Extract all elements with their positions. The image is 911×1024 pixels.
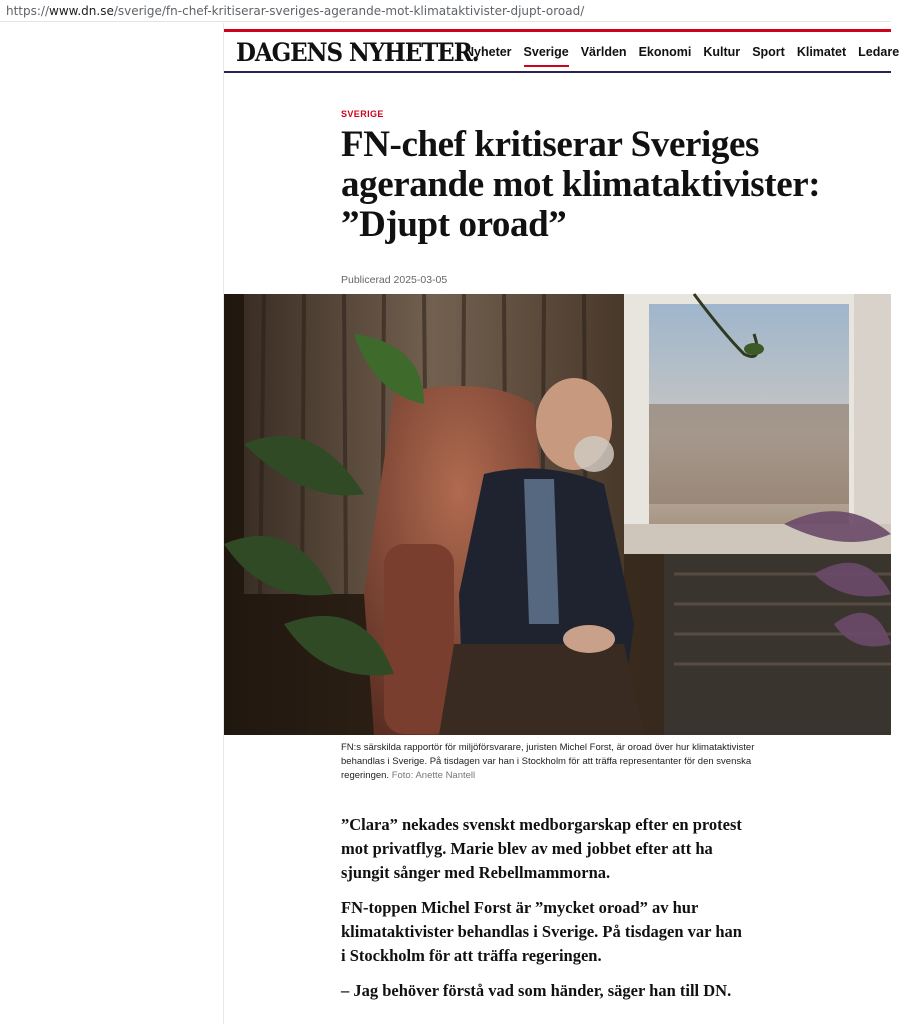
dn-logo[interactable]: DAGENS NYHETER. [236, 38, 479, 67]
nav-item-nyheter[interactable]: Nyheter [465, 45, 512, 59]
lead-paragraph: ”Clara” nekades svenskt medborgarskap efter en protest mot privatflyg. Marie blev av med jobbet efter att ha sjungit sånger med Rebellmammorna. [341, 815, 742, 882]
nav-item-ekonomi[interactable]: Ekonomi [638, 45, 692, 59]
nav-item-ledare[interactable]: Ledare [858, 45, 900, 59]
article-headline [341, 125, 891, 245]
article-lead [341, 813, 746, 1014]
headline-line: agerande mot klimataktivister: [341, 164, 821, 205]
headline-line: ”Djupt oroad” [341, 204, 567, 245]
section-kicker[interactable]: SVERIGE [341, 109, 384, 119]
lead-paragraph: FN-toppen Michel Forst är ”mycket oroad” av hur klimataktivister behandlas i Sverige. På tisdagen var han i Stockholm för att träffa regeringen. [341, 898, 742, 965]
nav-item-klimatet[interactable]: Klimatet [796, 45, 847, 59]
lead-paragraph: – Jag behöver förstå vad som händer, säger han till DN. [341, 981, 732, 1000]
nav-item-sverige[interactable]: Sverige [524, 45, 569, 67]
caption-text: FN:s särskilda rapportör för miljöförsvarare, juristen Michel Forst, är oroad över hur klimataktivister behandlas i Sverige. På tisdagen var han i Stockholm för att träffa representanter för den svenska regeringen. [341, 742, 755, 781]
photo-credit: Foto: Anette Nantell [391, 770, 476, 781]
address-bar[interactable] [0, 0, 891, 22]
left-margin [0, 23, 224, 1024]
article-header [341, 109, 891, 245]
photo-caption [341, 741, 761, 783]
nav-item-varlden[interactable]: Världen [580, 45, 627, 59]
headline-line: FN-chef kritiserar Sveriges [341, 124, 759, 165]
nav-item-sport[interactable]: Sport [752, 45, 785, 59]
masthead [224, 32, 900, 72]
url-domain: www.dn.se [49, 4, 114, 18]
nav-bottom-rule [224, 71, 891, 73]
hero-photo-illustration [224, 294, 891, 735]
published-date: Publicerad 2025-03-05 [341, 274, 448, 286]
nav-item-kultur[interactable]: Kultur [703, 45, 741, 59]
hero-photo[interactable] [224, 294, 891, 735]
url-prefix: https:// [6, 4, 50, 18]
url-path: /sverige/fn-chef-kritiserar-sveriges-agerande-mot-klimataktivister-djupt-oroad/ [113, 4, 585, 18]
main-nav [465, 45, 911, 67]
dn-page [224, 23, 900, 1024]
